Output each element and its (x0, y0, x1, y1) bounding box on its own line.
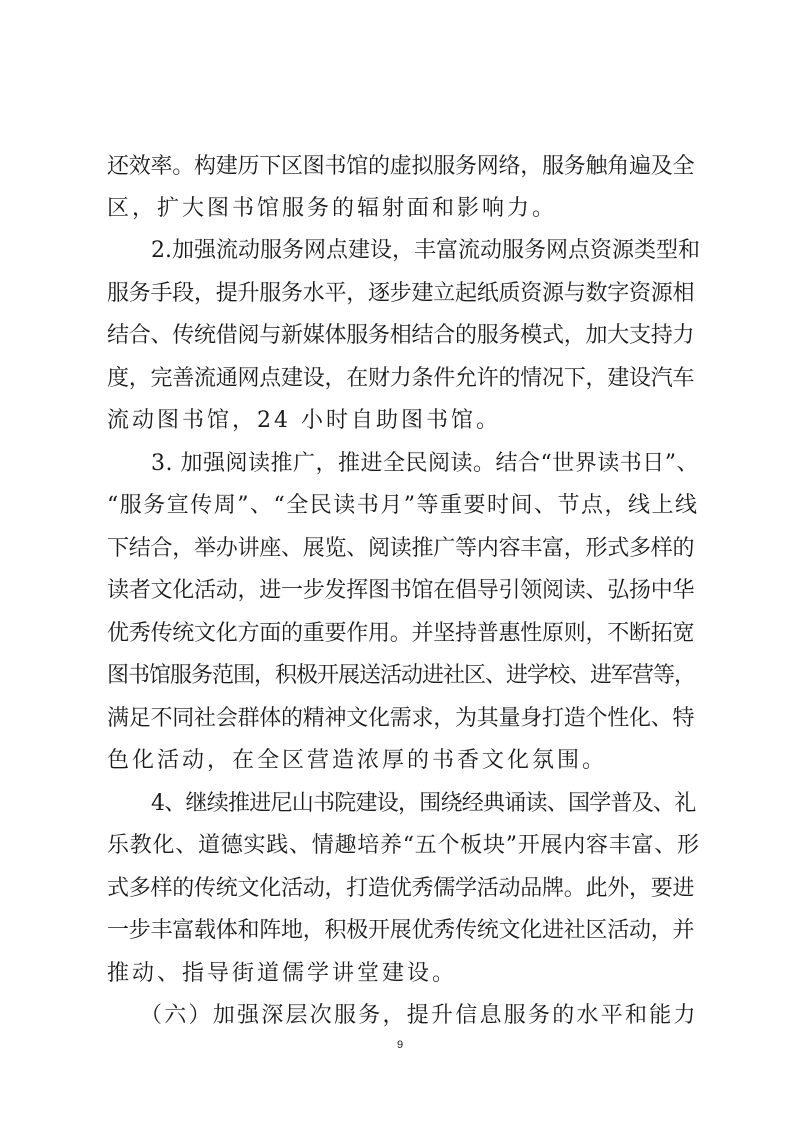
paragraph-line: 乐教化、道德实践、情趣培养“五个板块”开展内容丰富、形 (107, 833, 700, 858)
paragraph-line: 优秀传统文化方面的重要作用。并坚持普惠性原则，不断拓宽 (107, 621, 695, 646)
paragraph-line: 结合、传统借阅与新媒体服务相结合的服务模式，加大支持力 (107, 323, 695, 348)
paragraph-line: 服务手段，提升服务水平，逐步建立起纸质资源与数字资源相 (107, 281, 695, 306)
page-number: 9 (396, 1039, 404, 1051)
paragraph-line: 色化活动，在全区营造浓厚的书香文化氛围。 (107, 748, 608, 773)
paragraph-line: 还效率。构建历下区图书馆的虚拟服务网络，服务触角遍及全 (107, 154, 695, 179)
paragraph-line: 3. 加强阅读推广，推进全民阅读。结合“世界读书日”、 (151, 451, 699, 476)
paragraph-line: “服务宣传周”、“全民读书月”等重要时间、节点，线上线 (107, 493, 699, 518)
paragraph-line: 一步丰富载体和阵地，积极开展优秀传统文化进社区活动，并 (107, 918, 695, 943)
paragraph-line: 度，完善流通网点建设，在财力条件允许的情况下，建设汽车 (107, 366, 695, 391)
section-heading: （六）加强深层次服务，提升信息服务的水平和能力 (140, 1003, 698, 1028)
paragraph-line: 流动图书馆，24 小时自助图书馆。 (107, 408, 501, 433)
paragraph-line: 读者文化活动，进一步发挥图书馆在倡导引领阅读、弘扬中华 (107, 578, 695, 603)
paragraph-line: 满足不同社会群体的精神文化需求，为其量身打造个性化、特 (107, 706, 695, 731)
paragraph-line: 图书馆服务范围，积极开展送活动进社区、进学校、进军营等， (107, 663, 696, 688)
paragraph-line: 区，扩大图书馆服务的辐射面和影响力。 (107, 196, 558, 221)
paragraph-line: 式多样的传统文化活动，打造优秀儒学活动品牌。此外，要进 (107, 876, 695, 901)
paragraph-line: 2.加强流动服务网点建设，丰富流动服务网点资源类型和 (151, 238, 700, 263)
paragraph-line: 4、继续推进尼山书院建设，围绕经典诵读、国学普及、礼 (151, 791, 696, 816)
paragraph-line: 推动、指导街道儒学讲堂建设。 (107, 961, 458, 986)
paragraph-line: 下结合，举办讲座、展览、阅读推广等内容丰富，形式多样的 (107, 536, 695, 561)
